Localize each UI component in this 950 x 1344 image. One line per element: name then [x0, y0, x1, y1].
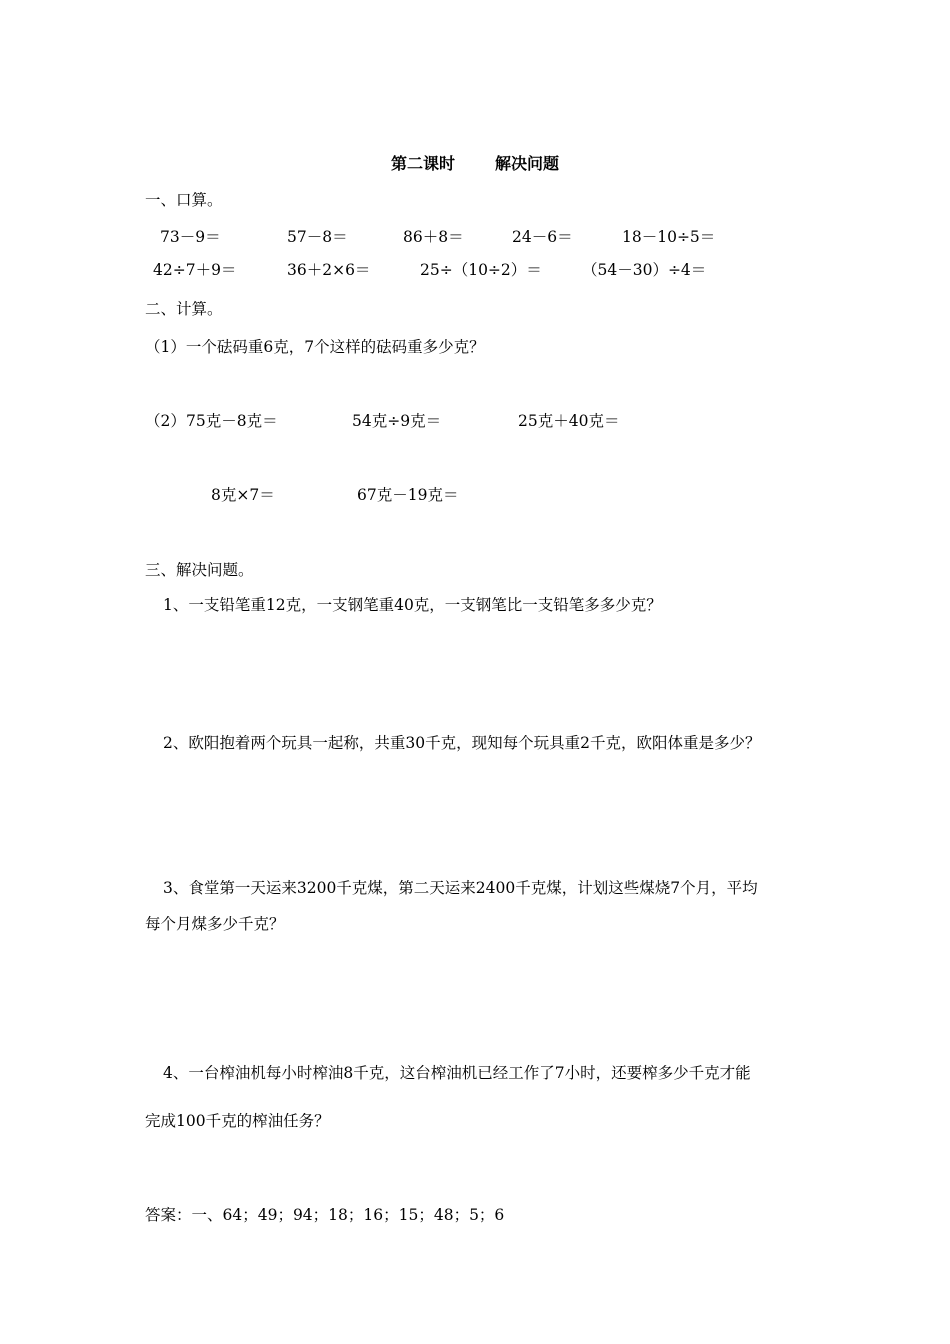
mental-math-item: （54－30）÷4＝	[582, 261, 707, 279]
mental-math-item: 73－9＝	[160, 228, 221, 246]
mental-math-item: 36＋2×6＝	[287, 261, 371, 279]
word-problem-3-line1: 3、食堂第一天运来3200千克煤，第二天运来2400千克煤，计划这些煤烧7个月，平均	[163, 879, 758, 897]
calc-question-1: （1）一个砝码重6克，7个这样的砝码重多少克？	[145, 338, 485, 356]
word-problem-1: 1、一支铅笔重12克，一支钢笔重40克，一支钢笔比一支铅笔多多少克？	[163, 596, 662, 614]
calc-item: 8克×7＝	[211, 486, 275, 504]
page-title	[0, 154, 950, 174]
calc-item: 75克－8克＝	[186, 412, 278, 430]
section3-heading: 三、解决问题。	[145, 561, 254, 579]
calc-item: 25克＋40克＝	[518, 412, 620, 430]
title-lesson: 第二课时	[390, 154, 455, 173]
mental-math-item: 86＋8＝	[403, 228, 464, 246]
mental-math-item: 24－6＝	[512, 228, 573, 246]
word-problem-4-line1: 4、一台榨油机每小时榨油8千克，这台榨油机已经工作了7小时，还要榨多少千克才能	[163, 1064, 751, 1082]
mental-math-item: 42÷7＋9＝	[153, 261, 237, 279]
mental-math-item: 18－10÷5＝	[622, 228, 716, 246]
calc-question-2-label: （2）	[145, 412, 186, 430]
calc-item: 67克－19克＝	[357, 486, 459, 504]
section1-heading: 一、口算。	[145, 191, 223, 209]
word-problem-4-line2: 完成100千克的榨油任务？	[145, 1112, 330, 1130]
calc-item: 54克÷9克＝	[352, 412, 442, 430]
title-topic: 解决问题	[495, 154, 560, 173]
section2-heading: 二、计算。	[145, 300, 223, 318]
word-problem-2: 2、欧阳抱着两个玩具一起称，共重30千克，现知每个玩具重2千克，欧阳体重是多少？	[163, 734, 761, 752]
answer-key: 答案：一、64；49；94；18；16；15；48；5；6	[145, 1206, 505, 1224]
mental-math-item: 25÷（10÷2）＝	[420, 261, 542, 279]
mental-math-item: 57－8＝	[287, 228, 348, 246]
word-problem-3-line2: 每个月煤多少千克？	[145, 915, 285, 933]
